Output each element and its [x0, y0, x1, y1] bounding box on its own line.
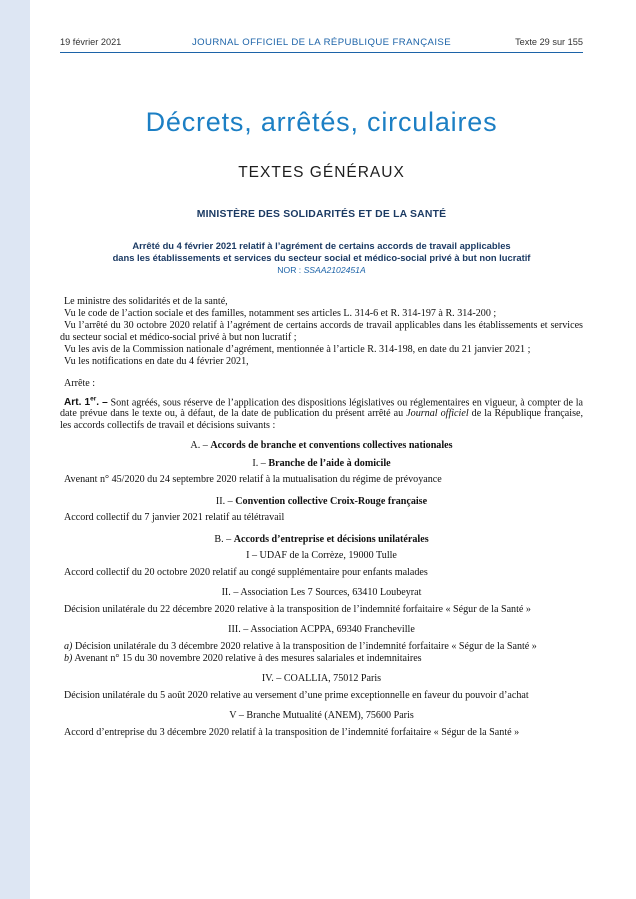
part-b-title: Accords d’entreprise et décisions unilatérales — [233, 533, 429, 545]
agreement-item — [60, 641, 583, 653]
header-journal-title: JOURNAL OFFICIEL DE LA RÉPUBLIQUE FRANÇAISE — [191, 37, 452, 48]
arrete-title-line: Arrêté du 4 février 2021 relatif à l’agrément de certains accords de travail applicables — [132, 240, 511, 251]
part-b-prefix: B. – — [214, 533, 234, 545]
nor-code: SSAA2102451A — [303, 265, 366, 275]
agreement-line: Accord collectif du 7 janvier 2021 relatif au télétravail — [64, 512, 285, 524]
visa-line: Vu le code de l’action sociale et des familles, notamment ses articles L. 314-6 et R. 314-197 à R. 314-200 ; — [64, 308, 497, 319]
visa-line: Le ministre des solidarités et de la santé, — [64, 296, 228, 307]
page-header — [60, 37, 583, 51]
nor-reference — [60, 265, 583, 275]
left-margin-band — [0, 0, 30, 899]
journal-officiel-italic: Journal officiel — [406, 408, 469, 420]
section-heading — [60, 458, 583, 470]
header-date: 19 février 2021 — [60, 37, 122, 47]
section-heading: I – UDAF de la Corrèze, 19000 Tulle — [246, 550, 397, 562]
agreement-line: Accord d’entreprise du 3 décembre 2020 relatif à la transposition de l’indemnité forfaitaire « Ségur de la Santé » — [64, 726, 520, 738]
section-heading: IV. – COALLIA, 75012 Paris — [261, 673, 382, 685]
agreement-item — [60, 653, 583, 665]
item-text: Décision unilatérale du 3 décembre 2020 relative à la transposition de l’indemnité forfaitaire « Ségur de la Santé » — [72, 640, 537, 652]
article-1-label: Art. 1er. – — [64, 395, 108, 408]
document-body — [60, 296, 583, 739]
arrete-title — [60, 240, 583, 263]
visa-line: Vu l’arrêté du 30 octobre 2020 relatif à l’agrément de certains accords de travail applicables dans les établissements et services du secteur social et médico-social privé à but non lucratif ; — [60, 320, 583, 343]
section-heading — [60, 496, 583, 508]
section-heading: V – Branche Mutualité (ANEM), 75600 Paris — [229, 710, 414, 722]
agreement-line: Accord collectif du 20 octobre 2020 relatif au congé supplémentaire pour enfants malades — [64, 566, 428, 578]
item-text: Avenant n° 15 du 30 novembre 2020 relative à des mesures salariales et indemnitaires — [72, 652, 422, 664]
agreement-line: Décision unilatérale du 5 août 2020 relative au versement d’une prime exceptionnelle en faveur du pouvoir d’achat — [64, 689, 529, 701]
header-page-number: Texte 29 sur 155 — [515, 37, 583, 47]
arrete-title-line: dans les établissements et services du secteur social et médico-social privé à but non lucratif — [112, 251, 531, 263]
article-1-text: Sont agréés, sous réserve de l’application des dispositions législatives ou réglementaires en vigueur, à compter de la date prévue dans le texte ou, à défaut, de la date de publication du présent arrêté au — [60, 396, 583, 420]
section-heading: II. – Association Les 7 Sources, 63410 Loubeyrat — [221, 587, 422, 599]
item-letter: a) — [64, 640, 73, 652]
ministry-name: MINISTÈRE DES SOLIDARITÉS ET DE LA SANTÉ — [196, 209, 447, 220]
section-title: TEXTES GÉNÉRAUX — [238, 164, 405, 181]
visa-line: Vu les notifications en date du 4 février 2021, — [64, 355, 249, 367]
part-a-heading — [60, 440, 583, 452]
item-letter: b) — [64, 652, 73, 664]
part-a-title: Accords de branche et conventions collectives nationales — [210, 440, 453, 452]
nor-label: NOR : — [277, 265, 304, 275]
section-prefix: I. – — [252, 457, 269, 469]
article-1-text-end: de la République française, les accords collectifs de travail et décisions suivants : — [60, 408, 584, 431]
part-a-prefix: A. – — [190, 440, 211, 452]
article-1 — [60, 394, 583, 432]
visa-line: Vu les avis de la Commission nationale d’agrément, mentionnée à l’article R. 314-198, en date du 21 janvier 2021 ; — [64, 343, 531, 355]
arrete-word: Arrête : — [64, 378, 96, 389]
section-heading: III. – Association ACPPA, 69340 Francheville — [228, 624, 415, 636]
page-title: Décrets, arrêtés, circulaires — [145, 107, 498, 137]
part-b-heading — [60, 534, 583, 546]
section-title-text: Convention collective Croix-Rouge française — [235, 495, 428, 507]
section-title-text: Branche de l’aide à domicile — [268, 457, 391, 469]
agreement-line: Avenant n° 45/2020 du 24 septembre 2020 relatif à la mutualisation du régime de prévoyance — [64, 474, 442, 486]
agreement-line: Décision unilatérale du 22 décembre 2020 relative à la transposition de l’indemnité forfaitaire « Ségur de la Santé » — [64, 603, 531, 615]
section-prefix: II. – — [215, 495, 236, 507]
header-rule — [60, 52, 583, 53]
